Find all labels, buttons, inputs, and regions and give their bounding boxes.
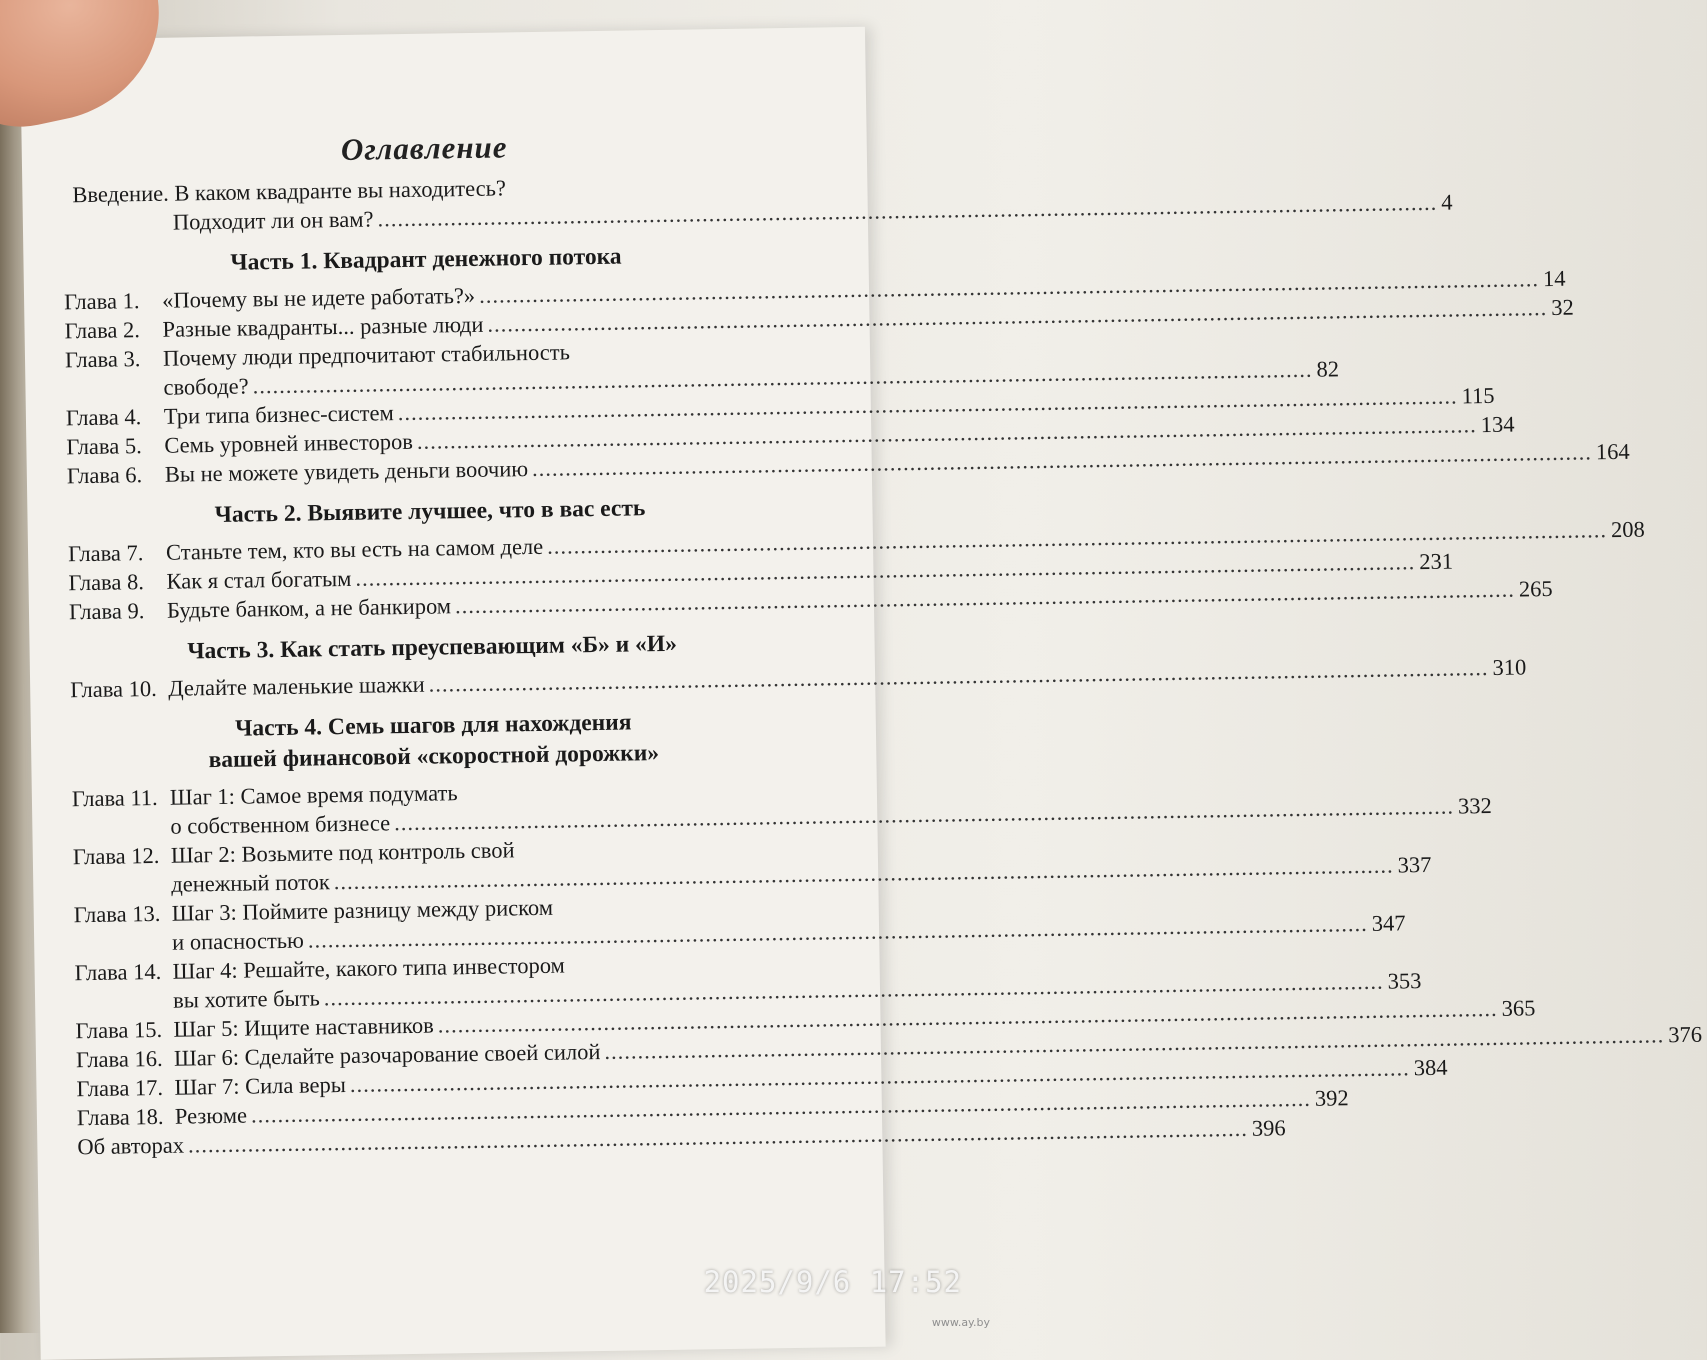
chapter-title: свободе? xyxy=(163,373,249,400)
part-title xyxy=(69,627,794,669)
chapter-label: Глава 16. xyxy=(75,1045,163,1073)
part-title-line: вашей финансовой «скоростной дорожки» xyxy=(208,740,660,774)
part-title xyxy=(67,491,792,533)
chapter-label: Глава 2. xyxy=(64,317,141,344)
chapter-title: Делайте маленькие шажки xyxy=(168,671,425,701)
part-title-line: Часть 1. Квадрант денежного потока xyxy=(230,243,622,276)
chapter-title: вы хотите быть xyxy=(172,985,320,1013)
chapter-label: Глава 5. xyxy=(66,433,142,460)
authors-page-number: 396 xyxy=(1251,1115,1286,1141)
chapter-entry xyxy=(70,654,1527,704)
chapter-title: Будьте банком, а не банкиром xyxy=(166,593,452,623)
chapter-page-number: 392 xyxy=(1314,1085,1349,1111)
chapter-title: Шаг 4: Решайте, какого типа инвестором xyxy=(172,952,565,984)
chapter-page-number: 32 xyxy=(1551,294,1574,320)
chapter-title: Резюме xyxy=(174,1102,248,1129)
photo-timestamp: 2025/9/6 17:52 xyxy=(703,1265,962,1299)
chapter-title: и опасностью xyxy=(171,927,305,955)
chapter-page-number: 164 xyxy=(1595,438,1630,465)
chapter-page-number: 347 xyxy=(1371,910,1406,936)
chapter-page-number: 14 xyxy=(1542,265,1566,292)
chapter-page-number: 208 xyxy=(1610,516,1645,543)
chapter-title: денежный поток xyxy=(171,869,331,897)
chapter-label: Глава 14. xyxy=(74,958,162,986)
chapter-page-number: 365 xyxy=(1501,995,1536,1021)
chapter-page-number: 384 xyxy=(1413,1054,1448,1081)
chapter-page-number: 265 xyxy=(1518,575,1553,602)
chapter-title: Как я стал богатым xyxy=(166,565,352,594)
site-watermark: www.ay.by xyxy=(931,1316,990,1329)
chapter-label: Глава 11. xyxy=(71,784,158,812)
chapter-page-number: 337 xyxy=(1397,851,1432,878)
part-title-line: Часть 2. Выявите лучшее, что в вас есть xyxy=(214,495,646,529)
chapter-title: Шаг 1: Самое время подумать xyxy=(169,780,458,810)
chapter-title: Станьте тем, кто вы есть на самом деле xyxy=(165,533,544,565)
chapter-page-number: 332 xyxy=(1457,792,1492,819)
chapter-title: Почему люди предпочитают стабильность xyxy=(162,339,571,371)
chapter-title: Шаг 7: Сила веры xyxy=(174,1072,347,1100)
chapter-page-number: 231 xyxy=(1419,548,1454,575)
chapter-label: Глава 12. xyxy=(72,842,160,870)
chapter-label: Глава 4. xyxy=(65,404,142,431)
chapter-label: Глава 1. xyxy=(63,288,140,315)
chapter-title: о собственном бизнесе xyxy=(170,810,391,839)
chapter-title: Шаг 5: Ищите наставников xyxy=(173,1012,434,1042)
chapter-page-number: 376 xyxy=(1668,1021,1703,1048)
chapter-page-number: 310 xyxy=(1492,654,1527,680)
chapter-page-number: 115 xyxy=(1461,382,1495,409)
chapter-label: Глава 17. xyxy=(76,1074,164,1102)
chapter-title: Шаг 6: Сделайте разочарование своей силой xyxy=(173,1039,601,1071)
chapter-page-number: 353 xyxy=(1387,968,1422,994)
intro-line-2: Подходит ли он вам? xyxy=(172,206,374,235)
part-title-line: Часть 4. Семь шагов для нахождения xyxy=(234,709,632,742)
chapter-label: Глава 10. xyxy=(70,675,158,703)
table-of-contents xyxy=(62,128,1703,1161)
toc-title: Оглавление xyxy=(340,129,508,167)
intro-page-number: 4 xyxy=(1441,189,1453,215)
authors-label: Об авторах xyxy=(77,1132,185,1160)
chapter-title: Три типа бизнес-систем xyxy=(163,400,394,429)
chapter-title: «Почему вы не идете работать?» xyxy=(161,282,476,313)
chapter-title: Семь уровней инвесторов xyxy=(164,428,414,458)
chapter-label: Глава 9. xyxy=(68,598,145,625)
part-title xyxy=(71,705,797,778)
chapter-label: Глава 6. xyxy=(66,462,143,489)
chapter-title: Шаг 3: Поймите разницу между риском xyxy=(171,894,554,926)
chapter-label: Глава 15. xyxy=(75,1016,163,1044)
toc-intro-entry xyxy=(62,169,1453,238)
chapter-label: Глава 13. xyxy=(73,900,161,928)
chapter-label: Глава 18. xyxy=(76,1103,164,1131)
chapter-page-number: 134 xyxy=(1480,411,1515,438)
intro-line-1: Введение. В каком квадранте вы находитесь? xyxy=(72,175,507,208)
chapter-label: Глава 3. xyxy=(64,346,141,373)
chapter-title: Вы не можете увидеть деньги воочию xyxy=(164,456,529,487)
part-title-line: Часть 3. Как стать преуспевающим «Б» и «И» xyxy=(187,630,678,665)
chapter-title: Шаг 2: Возьмите под контроль свой xyxy=(170,837,515,868)
chapter-page-number: 82 xyxy=(1316,356,1340,382)
part-title xyxy=(63,239,788,281)
chapter-title: Разные квадранты... разные люди xyxy=(162,311,484,342)
chapter-label: Глава 7. xyxy=(67,540,144,567)
chapter-label: Глава 8. xyxy=(68,569,145,596)
